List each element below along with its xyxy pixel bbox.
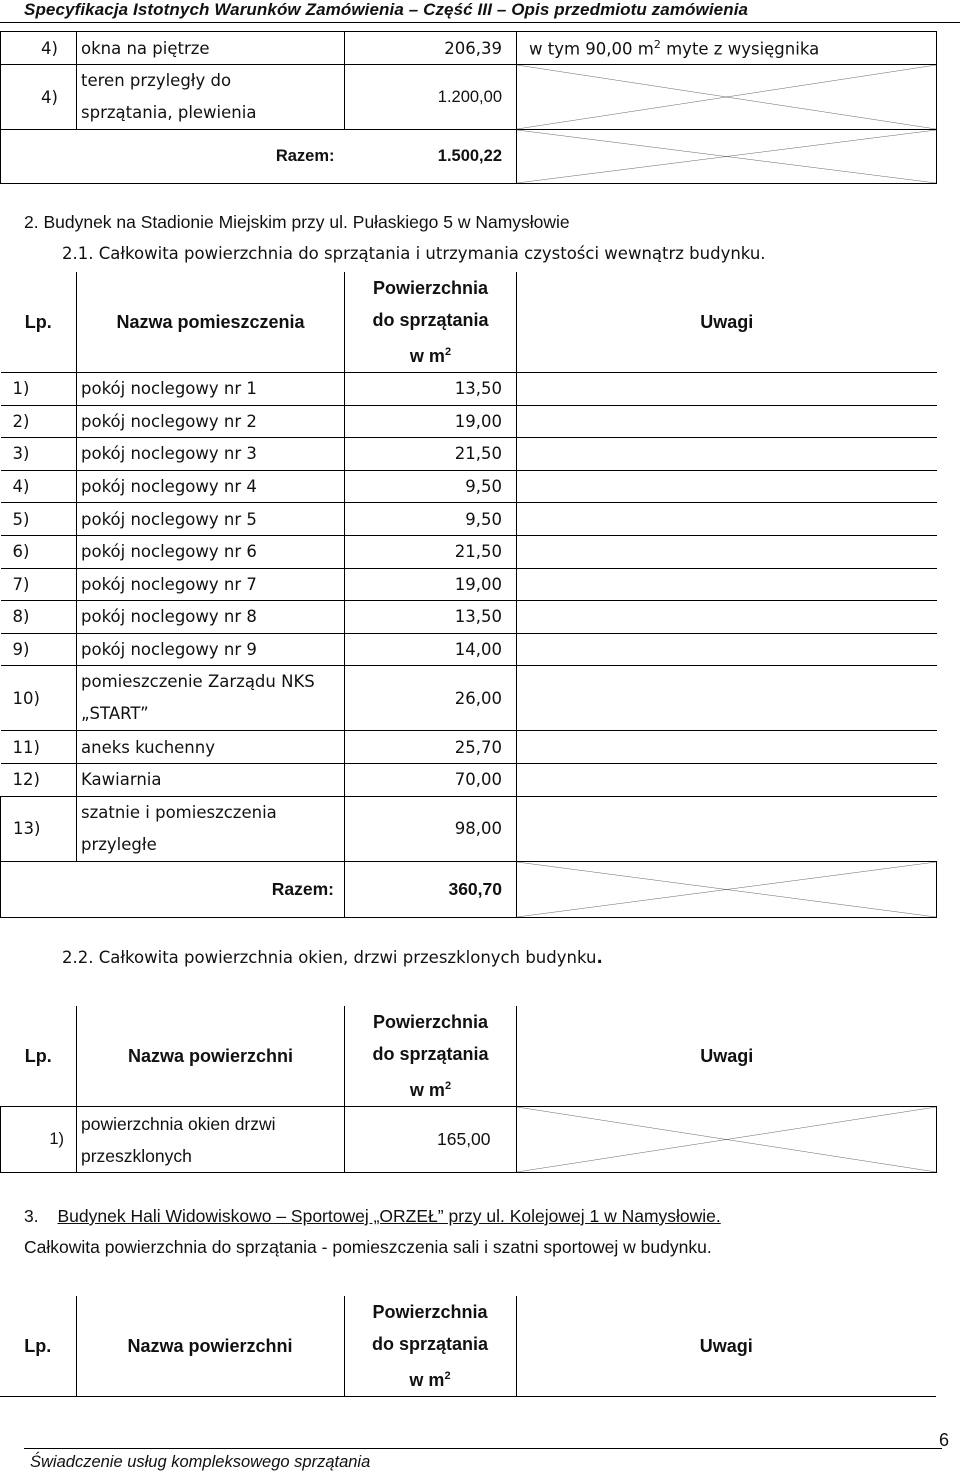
table-row bbox=[1, 633, 937, 666]
table-row-value: 26,00 bbox=[345, 666, 517, 731]
section-2-1-heading: 2.1. Całkowita powierzchnia do sprzątania i utrzymania czystości wewnątrz budynku. bbox=[62, 244, 766, 263]
table-row-lp: 9) bbox=[1, 633, 77, 666]
total-value: 1.500,22 bbox=[345, 130, 517, 184]
total-value: 360,70 bbox=[345, 861, 517, 917]
table-row-value: 21,50 bbox=[345, 535, 517, 568]
table-row-lp: 8) bbox=[1, 601, 77, 634]
document-header: Specyfikacja Istotnych Warunków Zamówienia – Część III – Opis przedmiotu zamówienia bbox=[24, 0, 749, 19]
table-row-name: okna na piętrze bbox=[77, 32, 345, 65]
table-row-name: szatnie i pomieszczenia przyległe bbox=[77, 796, 345, 861]
table-row-name: powierzchnia okien drzwi przeszklonych bbox=[77, 1107, 345, 1173]
table-row bbox=[1, 601, 937, 634]
col-header-lp: Lp. bbox=[1, 272, 77, 373]
table-row bbox=[1, 535, 937, 568]
col-header-notes: Uwagi bbox=[516, 1296, 936, 1397]
table-row-lp: 12) bbox=[1, 763, 77, 796]
table-row-name: pokój noclegowy nr 5 bbox=[77, 503, 345, 536]
rooms-table bbox=[0, 272, 937, 918]
table-row-lp: 4) bbox=[1, 65, 77, 130]
section-3-heading: 3. Budynek Hali Widowiskowo – Sportowej „ORZEŁ” przy ul. Kolejowej 1 w Namysłowie. bbox=[24, 1206, 721, 1226]
col-header-area: Powierzchnia do sprzątania w $m^2$ bbox=[345, 272, 517, 373]
table-row-notes bbox=[517, 373, 937, 406]
table-row-value: 25,70 bbox=[345, 731, 517, 764]
table-row-lp: 10) bbox=[1, 666, 77, 731]
table-row-notes bbox=[517, 601, 937, 634]
col-header-lp: Lp. bbox=[1, 1006, 77, 1107]
table-row-name: pokój noclegowy nr 2 bbox=[77, 405, 345, 438]
table-row-name: pokój noclegowy nr 4 bbox=[77, 470, 345, 503]
table-row-lp: 4) bbox=[1, 470, 77, 503]
table-row-notes bbox=[517, 633, 937, 666]
table-row bbox=[1, 373, 937, 406]
section-2-2-heading: 2.2. Całkowita powierzchnia okien, drzwi przeszklonych budynku. bbox=[62, 948, 603, 967]
table-row-lp: 1) bbox=[1, 1107, 77, 1173]
table-row-value: 14,00 bbox=[345, 633, 517, 666]
table-row bbox=[1, 503, 937, 536]
table-row-lp: 3) bbox=[1, 438, 77, 471]
col-header-area: Powierzchnia do sprzątania w $m^2$ bbox=[345, 1006, 517, 1107]
table-row-value: 21,50 bbox=[345, 438, 517, 471]
table-row-name: pokój noclegowy nr 6 bbox=[77, 535, 345, 568]
table-row-name: pokój noclegowy nr 3 bbox=[77, 438, 345, 471]
table-row-lp: 13) bbox=[1, 796, 77, 861]
table-row-name: pokój noclegowy nr 9 bbox=[77, 633, 345, 666]
footer-text: Świadczenie usług kompleksowego sprzątania bbox=[30, 1453, 371, 1471]
table-row bbox=[1, 438, 937, 471]
table-row-lp: 7) bbox=[1, 568, 77, 601]
section-3-subheading: Całkowita powierzchnia do sprzątania - pomieszczenia sali i szatni sportowej w budynku. bbox=[24, 1237, 712, 1257]
table-row-lp: 6) bbox=[1, 535, 77, 568]
table-row-name: pokój noclegowy nr 1 bbox=[77, 373, 345, 406]
windows-table bbox=[0, 1006, 937, 1173]
table-row-value: 13,50 bbox=[345, 373, 517, 406]
table-row-value: 19,00 bbox=[345, 405, 517, 438]
empty-cell-cross bbox=[517, 861, 937, 917]
header-rule bbox=[0, 22, 960, 23]
table-row-value: 9,50 bbox=[345, 503, 517, 536]
table-row-value: 70,00 bbox=[345, 763, 517, 796]
col-header-name: Nazwa powierzchni bbox=[76, 1296, 344, 1397]
table-row-note: w tym 90,00 $m^2$ myte z wysięgnika bbox=[517, 32, 937, 65]
col-header-area: Powierzchnia do sprzątania w $m^2$ bbox=[344, 1296, 516, 1397]
col-header-notes: Uwagi bbox=[517, 272, 937, 373]
col-header-notes: Uwagi bbox=[517, 1006, 937, 1107]
table-row-name: aneks kuchenny bbox=[77, 731, 345, 764]
table-row-value: 165,00 bbox=[345, 1107, 517, 1173]
table-row-notes bbox=[517, 535, 937, 568]
table-row-lp: 5) bbox=[1, 503, 77, 536]
table-row-lp: 2) bbox=[1, 405, 77, 438]
table-row-name: pokój noclegowy nr 8 bbox=[77, 601, 345, 634]
table-row-value: 9,50 bbox=[345, 470, 517, 503]
empty-cell-cross bbox=[517, 1107, 937, 1173]
table-row bbox=[1, 470, 937, 503]
total-label: Razem: bbox=[1, 130, 345, 184]
table-row-value: 98,00 bbox=[345, 796, 517, 861]
total-label: Razem: bbox=[1, 861, 345, 917]
table-row-lp: 4) bbox=[1, 32, 77, 65]
table-row-value: 206,39 bbox=[345, 32, 517, 65]
table-row-value: 13,50 bbox=[345, 601, 517, 634]
empty-cell-cross bbox=[517, 65, 937, 130]
empty-cell-cross bbox=[517, 130, 937, 184]
table-row-notes bbox=[517, 405, 937, 438]
table-row-name: teren przyległy do sprzątania, plewienia bbox=[77, 65, 345, 130]
col-header-name: Nazwa pomieszczenia bbox=[77, 272, 345, 373]
table-row-name: Kawiarnia bbox=[77, 763, 345, 796]
table-row-name: pokój noclegowy nr 7 bbox=[77, 568, 345, 601]
table-row-notes bbox=[517, 503, 937, 536]
table-row-value: 1.200,00 bbox=[345, 65, 517, 130]
hall-table bbox=[0, 1296, 936, 1397]
col-header-lp: Lp. bbox=[0, 1296, 76, 1397]
table-row bbox=[1, 405, 937, 438]
table-row-notes bbox=[517, 470, 937, 503]
table-row-notes bbox=[517, 568, 937, 601]
footer-rule bbox=[24, 1448, 942, 1449]
section-2-heading: 2. Budynek na Stadionie Miejskim przy ul. Pułaskiego 5 w Namysłowie bbox=[24, 212, 570, 232]
table-row-notes bbox=[517, 438, 937, 471]
table-row-name: pomieszczenie Zarządu NKS „START” bbox=[77, 666, 345, 731]
table-continuation bbox=[0, 31, 937, 184]
table-row-lp: 1) bbox=[1, 373, 77, 406]
table-row-lp: 11) bbox=[1, 731, 77, 764]
page-number: 6 bbox=[939, 1430, 950, 1450]
col-header-name: Nazwa powierzchni bbox=[77, 1006, 345, 1107]
table-row-value: 19,00 bbox=[345, 568, 517, 601]
table-row bbox=[1, 568, 937, 601]
